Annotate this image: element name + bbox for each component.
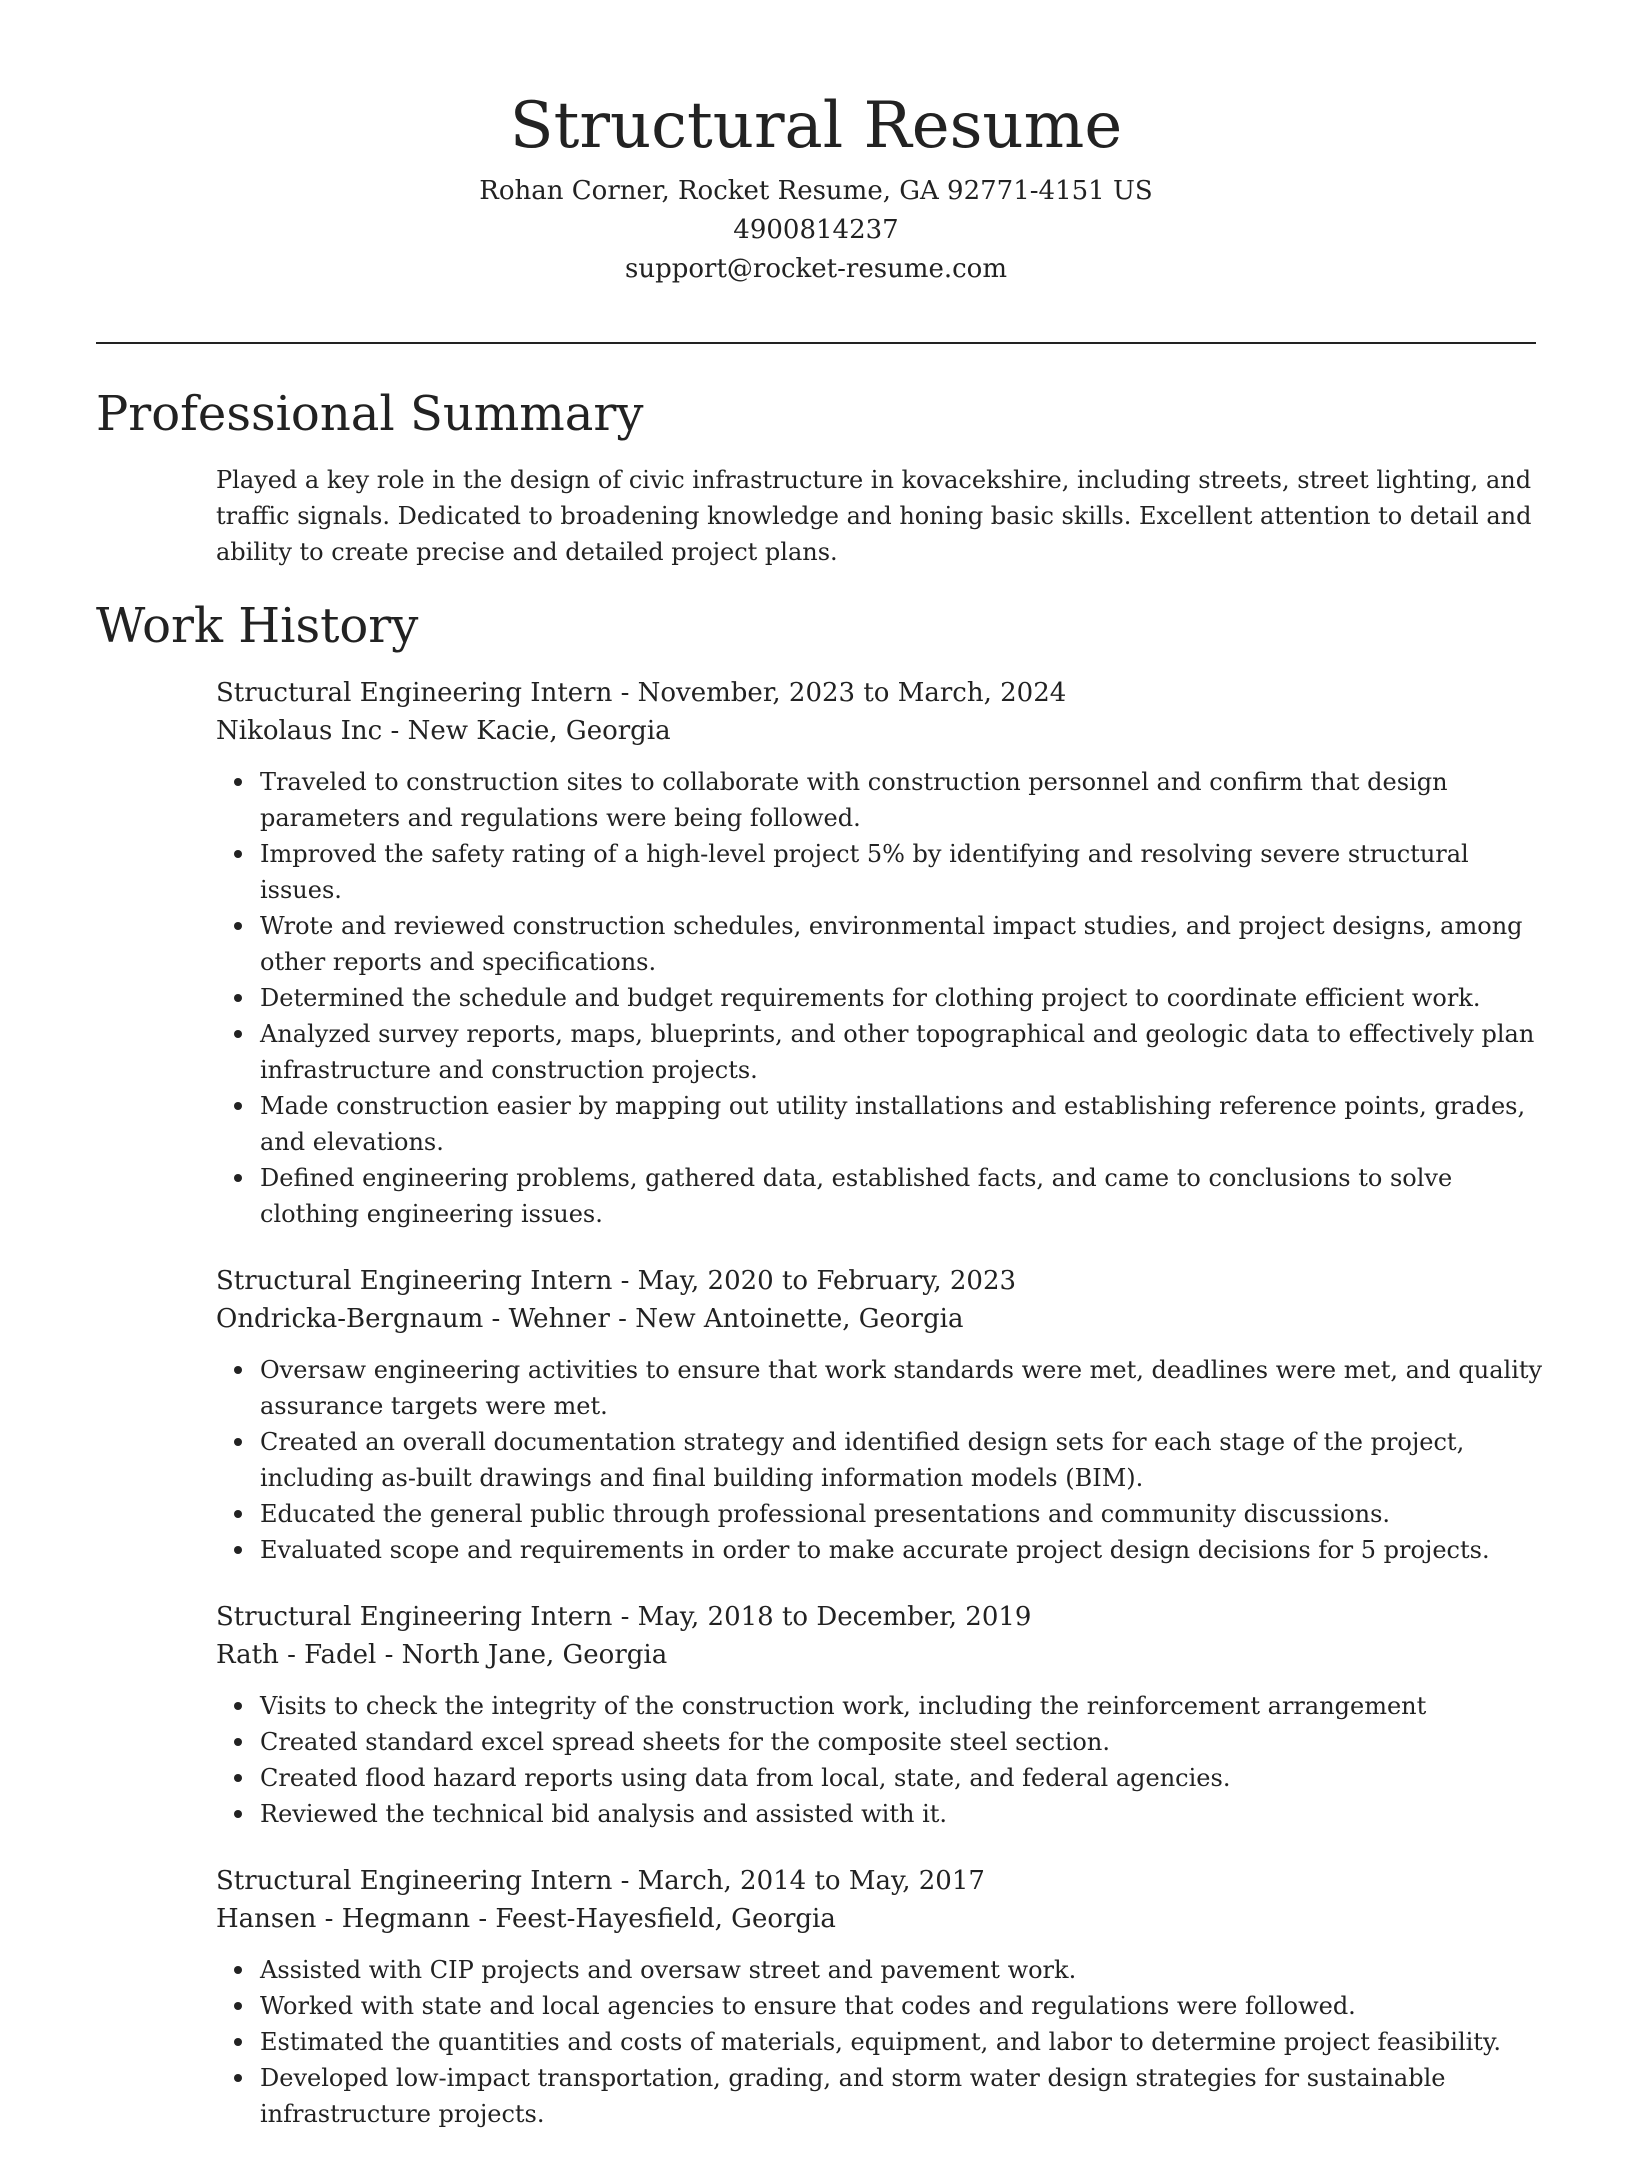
job-title-line xyxy=(216,674,1546,712)
job-company: Ondricka-Bergnaum - Wehner xyxy=(216,1304,610,1334)
job-company: Rath - Fadel xyxy=(216,1640,377,1670)
summary-heading: Professional Summary xyxy=(96,386,644,442)
job-company: Hansen - Hegmann xyxy=(216,1904,471,1934)
list-item: Created flood hazard reports using data from local, state, and federal agencies. xyxy=(260,1760,1546,1796)
resume-title: Structural Resume xyxy=(509,89,1123,163)
job-title-line xyxy=(216,1262,1546,1300)
job-location: Feest-Hayesfield, Georgia xyxy=(495,1904,836,1934)
job-entry xyxy=(216,1862,1546,2132)
list-item: Oversaw engineering activities to ensure that work standards were met, deadlines were met, and quality assurance targets were met. xyxy=(260,1352,1546,1424)
separator: - xyxy=(620,1866,638,1896)
list-item: Developed low-impact transportation, grading, and storm water design strategies for sustainable infrastructure projects. xyxy=(260,2060,1546,2132)
summary-text: Played a key role in the design of civic infrastructure in kovacekshire, including streets, street lighting, and traffic signals. Dedicated to broadening knowledge and honing basic skills. Excellent attention to detail and ability to create precise and detailed project plans. xyxy=(216,466,1532,566)
job-location: New Kacie, Georgia xyxy=(407,716,671,746)
separator: - xyxy=(390,716,408,746)
job-company-line xyxy=(216,1900,1546,1938)
list-item: Estimated the quantities and costs of materials, equipment, and labor to determine project feasibility. xyxy=(260,2024,1546,2060)
list-item: Created an overall documentation strategy and identified design sets for each stage of the project, including as-built drawings and final building information models (BIM). xyxy=(260,1424,1546,1496)
job-role: Structural Engineering Intern xyxy=(216,1866,613,1896)
work-history-heading: Work History xyxy=(96,598,419,654)
job-location: North Jane, Georgia xyxy=(401,1640,668,1670)
job-duties xyxy=(216,1952,1546,2132)
separator: - xyxy=(478,1904,496,1934)
job-dates: November, 2023 to March, 2024 xyxy=(637,678,1067,708)
list-item: Evaluated scope and requirements in order to make accurate project design decisions for 5 projects. xyxy=(260,1532,1546,1568)
separator: - xyxy=(620,1602,638,1632)
job-role: Structural Engineering Intern xyxy=(216,678,613,708)
separator: - xyxy=(620,678,638,708)
job-entry xyxy=(216,674,1546,1232)
job-company-line xyxy=(216,1300,1546,1338)
job-role: Structural Engineering Intern xyxy=(216,1266,613,1296)
separator: - xyxy=(620,1266,638,1296)
job-entry xyxy=(216,1262,1546,1568)
job-company: Nikolaus Inc xyxy=(216,716,383,746)
list-item: Worked with state and local agencies to ensure that codes and regulations were followed. xyxy=(260,1988,1546,2024)
job-duties xyxy=(216,1352,1546,1568)
job-location: New Antoinette, Georgia xyxy=(635,1304,964,1334)
job-entry xyxy=(216,1598,1546,1832)
list-item: Defined engineering problems, gathered data, established facts, and came to conclusions to solve clothing engineering issues. xyxy=(260,1160,1546,1232)
job-dates: March, 2014 to May, 2017 xyxy=(637,1866,985,1896)
list-item: Determined the schedule and budget requirements for clothing project to coordinate efficient work. xyxy=(260,980,1546,1016)
job-dates: May, 2018 to December, 2019 xyxy=(637,1602,1032,1632)
job-company-line xyxy=(216,712,1546,750)
list-item: Traveled to construction sites to collaborate with construction personnel and confirm that design parameters and regulations were being followed. xyxy=(260,764,1546,836)
job-duties xyxy=(216,764,1546,1232)
list-item: Assisted with CIP projects and oversaw street and pavement work. xyxy=(260,1952,1546,1988)
list-item: Educated the general public through professional presentations and community discussions. xyxy=(260,1496,1546,1532)
job-company-line xyxy=(216,1636,1546,1674)
work-history-list xyxy=(216,674,1546,2162)
job-dates: May, 2020 to February, 2023 xyxy=(637,1266,1017,1296)
list-item: Improved the safety rating of a high-level project 5% by identifying and resolving severe structural issues. xyxy=(260,836,1546,908)
list-item: Analyzed survey reports, maps, blueprints, and other topographical and geologic data to effectively plan infrastructure and construction projects. xyxy=(260,1016,1546,1088)
job-role: Structural Engineering Intern xyxy=(216,1602,613,1632)
resume-header xyxy=(96,80,1536,289)
separator: - xyxy=(384,1640,402,1670)
job-title-line xyxy=(216,1598,1546,1636)
contact-address: Rohan Corner, Rocket Resume, GA 92771-4151 US xyxy=(479,176,1153,206)
header-divider xyxy=(96,342,1536,344)
list-item: Reviewed the technical bid analysis and assisted with it. xyxy=(260,1796,1546,1832)
contact-phone: 4900814237 xyxy=(733,215,899,245)
list-item: Created standard excel spread sheets for the composite steel section. xyxy=(260,1724,1546,1760)
list-item: Made construction easier by mapping out utility installations and establishing reference points, grades, and elevations. xyxy=(260,1088,1546,1160)
job-duties xyxy=(216,1688,1546,1832)
list-item: Wrote and reviewed construction schedules, environmental impact studies, and project designs, among other reports and specifications. xyxy=(260,908,1546,980)
job-title-line xyxy=(216,1862,1546,1900)
separator: - xyxy=(618,1304,636,1334)
contact-email: support@rocket-resume.com xyxy=(624,254,1007,284)
list-item: Visits to check the integrity of the construction work, including the reinforcement arrangement xyxy=(260,1688,1546,1724)
